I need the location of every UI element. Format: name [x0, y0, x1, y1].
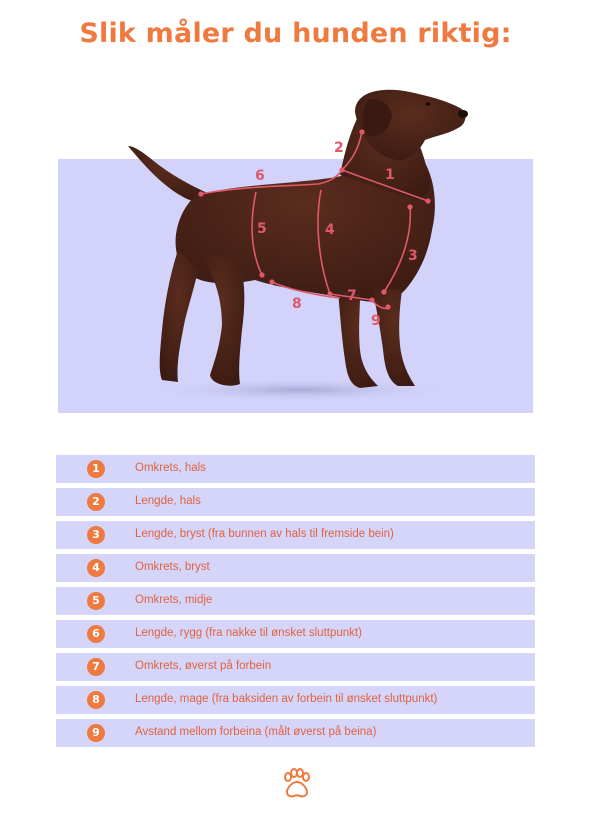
dog-silhouette	[128, 90, 465, 388]
dog-nose	[458, 110, 468, 118]
measurement-label: Omkrets, bryst	[135, 561, 210, 573]
number-badge: 1	[87, 460, 105, 478]
list-item	[56, 620, 535, 648]
number-badge: 8	[87, 691, 105, 709]
measurement-label: Omkrets, hals	[135, 462, 206, 474]
figure-label-7: 7	[347, 288, 357, 304]
figure-label-4: 4	[325, 222, 335, 238]
measurement-list	[56, 455, 535, 752]
list-item	[56, 554, 535, 582]
list-item	[56, 455, 535, 483]
measurement-label: Avstand mellom forbeina (målt øverst på beina)	[135, 726, 377, 738]
number-badge: 5	[87, 592, 105, 610]
figure-label-6: 6	[255, 168, 265, 184]
figure-label-3: 3	[408, 248, 418, 264]
number-badge: 4	[87, 559, 105, 577]
figure-label-8: 8	[292, 296, 302, 312]
measurement-label: Lengde, hals	[135, 495, 201, 507]
figure-label-9: 9	[371, 313, 381, 329]
figure-label-1: 1	[385, 167, 395, 183]
measurement-label: Lengde, rygg (fra nakke til ønsket sluttpunkt)	[135, 627, 362, 639]
page-title: Slik måler du hunden riktig:	[79, 18, 512, 49]
figure-label-5: 5	[257, 221, 267, 237]
number-badge: 7	[87, 658, 105, 676]
list-item	[56, 686, 535, 714]
measurement-label: Omkrets, midje	[135, 594, 213, 606]
number-badge: 3	[87, 526, 105, 544]
measurement-label: Lengde, mage (fra baksiden av forbein til ønsket sluttpunkt)	[135, 693, 438, 705]
figure-label-2: 2	[334, 140, 344, 156]
measurement-label: Lengde, bryst (fra bunnen av hals til fremside bein)	[135, 528, 394, 540]
number-badge: 2	[87, 493, 105, 511]
list-item	[56, 488, 535, 516]
number-badge: 9	[87, 724, 105, 742]
list-item	[56, 521, 535, 549]
dog-eye	[426, 102, 431, 106]
list-item	[56, 653, 535, 681]
paw-icon	[281, 768, 311, 800]
list-item	[56, 719, 535, 747]
number-badge: 6	[87, 625, 105, 643]
list-item	[56, 587, 535, 615]
measurement-label: Omkrets, øverst på forbein	[135, 660, 272, 672]
